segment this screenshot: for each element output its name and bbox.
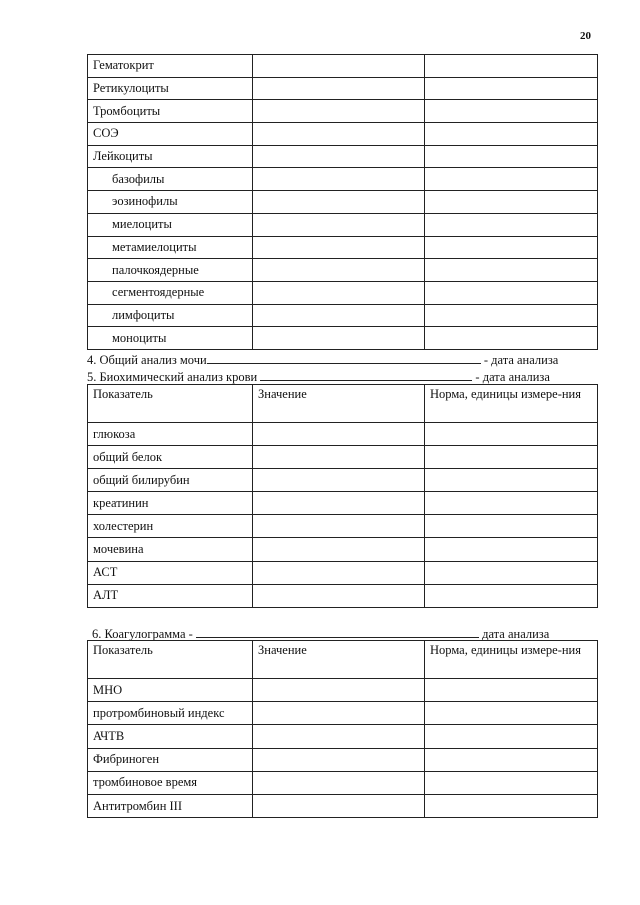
table-row	[88, 327, 598, 350]
norm-cell[interactable]	[425, 538, 598, 561]
norm-cell[interactable]	[425, 561, 598, 584]
table-row	[88, 423, 598, 446]
table-header-row	[88, 385, 598, 423]
indicator-label: холестерин	[88, 515, 253, 538]
table-row	[88, 771, 598, 794]
value-cell[interactable]	[253, 259, 425, 282]
value-cell[interactable]	[253, 771, 425, 794]
value-cell[interactable]	[253, 55, 425, 78]
indicator-label: креатинин	[88, 492, 253, 515]
urinalysis-line	[87, 352, 558, 368]
norm-cell[interactable]	[425, 191, 598, 214]
table-row	[88, 515, 598, 538]
value-cell[interactable]	[253, 679, 425, 702]
norm-cell[interactable]	[425, 702, 598, 725]
table-row	[88, 236, 598, 259]
norm-cell[interactable]	[425, 281, 598, 304]
norm-cell[interactable]	[425, 100, 598, 123]
indicator-label: протромбиновый индекс	[88, 702, 253, 725]
norm-cell[interactable]	[425, 168, 598, 191]
value-cell[interactable]	[253, 168, 425, 191]
value-cell[interactable]	[253, 794, 425, 817]
header-norm: Норма, единицы измере-ния	[425, 641, 598, 679]
value-cell[interactable]	[253, 236, 425, 259]
value-cell[interactable]	[253, 423, 425, 446]
table-row	[88, 584, 598, 607]
value-cell[interactable]	[253, 492, 425, 515]
norm-cell[interactable]	[425, 584, 598, 607]
indicator-label: АЧТВ	[88, 725, 253, 748]
norm-cell[interactable]	[425, 679, 598, 702]
header-value: Значение	[253, 385, 425, 423]
value-cell[interactable]	[253, 584, 425, 607]
biochemistry-line	[87, 369, 550, 385]
biochemistry-date-label: - дата анализа	[475, 370, 550, 384]
norm-cell[interactable]	[425, 304, 598, 327]
page-number: 20	[580, 30, 591, 42]
header-norm: Норма, единицы измере-ния	[425, 385, 598, 423]
norm-cell[interactable]	[425, 492, 598, 515]
value-cell[interactable]	[253, 327, 425, 350]
norm-cell[interactable]	[425, 123, 598, 146]
table-row	[88, 725, 598, 748]
norm-cell[interactable]	[425, 748, 598, 771]
value-cell[interactable]	[253, 748, 425, 771]
value-cell[interactable]	[253, 77, 425, 100]
urinalysis-title: 4. Общий анализ мочи	[87, 353, 207, 367]
urinalysis-date-field[interactable]	[207, 352, 481, 364]
table-row	[88, 679, 598, 702]
norm-cell[interactable]	[425, 469, 598, 492]
biochemistry-table	[87, 384, 598, 608]
indicator-label: Лейкоциты	[88, 145, 253, 168]
value-cell[interactable]	[253, 702, 425, 725]
coagulogram-table	[87, 640, 598, 818]
indicator-label: тромбиновое время	[88, 771, 253, 794]
indicator-label: Гематокрит	[88, 55, 253, 78]
table-header-row	[88, 641, 598, 679]
indicator-label: эозинофилы	[88, 191, 253, 214]
value-cell[interactable]	[253, 100, 425, 123]
table-row	[88, 213, 598, 236]
table-row	[88, 281, 598, 304]
indicator-label: Антитромбин III	[88, 794, 253, 817]
norm-cell[interactable]	[425, 236, 598, 259]
biochemistry-title: 5. Биохимический анализ крови	[87, 370, 258, 384]
table-row	[88, 145, 598, 168]
table-row	[88, 77, 598, 100]
urinalysis-date-label: - дата анализа	[483, 353, 559, 367]
coagulogram-title: 6. Коагулограмма -	[92, 627, 193, 641]
table-row	[88, 446, 598, 469]
header-indicator: Показатель	[88, 641, 253, 679]
norm-cell[interactable]	[425, 515, 598, 538]
indicator-label: общий белок	[88, 446, 253, 469]
header-indicator: Показатель	[88, 385, 253, 423]
norm-cell[interactable]	[425, 725, 598, 748]
table-row	[88, 168, 598, 191]
norm-cell[interactable]	[425, 446, 598, 469]
indicator-label: Фибриноген	[88, 748, 253, 771]
header-value: Значение	[253, 641, 425, 679]
value-cell[interactable]	[253, 515, 425, 538]
table-row	[88, 702, 598, 725]
value-cell[interactable]	[253, 725, 425, 748]
indicator-label: метамиелоциты	[88, 236, 253, 259]
indicator-label: базофилы	[88, 168, 253, 191]
norm-cell[interactable]	[425, 423, 598, 446]
table-row	[88, 100, 598, 123]
norm-cell[interactable]	[425, 145, 598, 168]
table-row	[88, 259, 598, 282]
table-row	[88, 794, 598, 817]
indicator-label: лимфоциты	[88, 304, 253, 327]
table-row	[88, 492, 598, 515]
indicator-label: СОЭ	[88, 123, 253, 146]
indicator-label: Ретикулоциты	[88, 77, 253, 100]
indicator-label: миелоциты	[88, 213, 253, 236]
table-row	[88, 191, 598, 214]
value-cell[interactable]	[253, 145, 425, 168]
indicator-label: глюкоза	[88, 423, 253, 446]
norm-cell[interactable]	[425, 794, 598, 817]
indicator-label: мочевина	[88, 538, 253, 561]
blood-count-table	[87, 54, 598, 350]
indicator-label: АСТ	[88, 561, 253, 584]
indicator-label: АЛТ	[88, 584, 253, 607]
indicator-label: моноциты	[88, 327, 253, 350]
table-row	[88, 55, 598, 78]
indicator-label: Тромбоциты	[88, 100, 253, 123]
value-cell[interactable]	[253, 304, 425, 327]
table-row	[88, 123, 598, 146]
table-row	[88, 304, 598, 327]
value-cell[interactable]	[253, 561, 425, 584]
norm-cell[interactable]	[425, 327, 598, 350]
coagulogram-date-label: дата анализа	[482, 627, 550, 641]
coagulogram-date-field[interactable]	[196, 626, 479, 638]
value-cell[interactable]	[253, 213, 425, 236]
value-cell[interactable]	[253, 469, 425, 492]
indicator-label: общий билирубин	[88, 469, 253, 492]
table-row	[88, 538, 598, 561]
norm-cell[interactable]	[425, 771, 598, 794]
norm-cell[interactable]	[425, 77, 598, 100]
biochemistry-date-field[interactable]	[260, 369, 472, 381]
indicator-label: палочкоядерные	[88, 259, 253, 282]
value-cell[interactable]	[253, 191, 425, 214]
value-cell[interactable]	[253, 446, 425, 469]
table-row	[88, 469, 598, 492]
indicator-label: сегментоядерные	[88, 281, 253, 304]
table-row	[88, 748, 598, 771]
norm-cell[interactable]	[425, 55, 598, 78]
value-cell[interactable]	[253, 281, 425, 304]
indicator-label: МНО	[88, 679, 253, 702]
value-cell[interactable]	[253, 538, 425, 561]
table-row	[88, 561, 598, 584]
norm-cell[interactable]	[425, 213, 598, 236]
value-cell[interactable]	[253, 123, 425, 146]
norm-cell[interactable]	[425, 259, 598, 282]
